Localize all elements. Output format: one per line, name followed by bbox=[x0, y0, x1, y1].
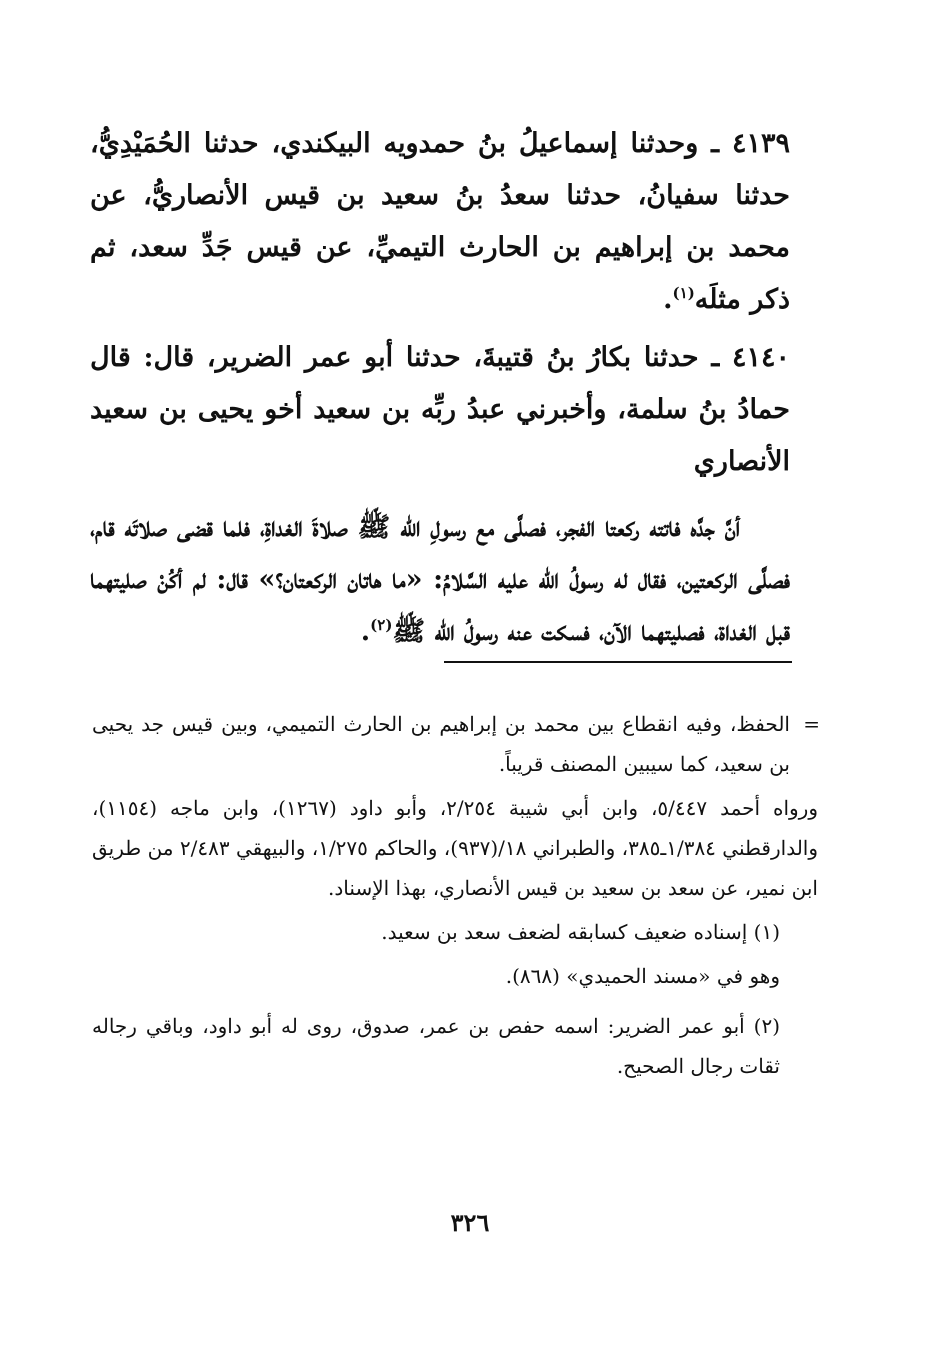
continuation-mark: = bbox=[803, 712, 820, 736]
hadith-4140-isnad: ٤١٤٠ ـ حدثنا بكارُ بنُ قتيبةَ، حدثنا أبو عمر الضرير، قال: قال حمادُ بنُ سلمة، وأخبرني عبدُ ربِّه بن سعيد أخو يحيى بن سعيد الأنصاري bbox=[90, 342, 790, 477]
footnote-continuation-text: الحفظ، وفيه انقطاع بين محمد بن إبراهيم بن الحارث التميمي، وبين قيس جد يحيى بن سعيد، كما سيبين المصنف قريباً. bbox=[92, 712, 790, 776]
footnote-continuation bbox=[92, 704, 818, 784]
footnote-ref-2: (٢) bbox=[370, 616, 393, 634]
footnote-1: (١) إسناده ضعيف كسابقه لضعف سعد بن سعيد. bbox=[381, 920, 780, 944]
hadith-4140-matn bbox=[90, 502, 790, 658]
hadith-4139 bbox=[90, 118, 790, 326]
hadith-4139-text: ٤١٣٩ ـ وحدثنا إسماعيلُ بنُ حمدويه البيكندي، حدثنا الحُمَيْدِيُّ، حدثنا سفيانُ، حدثنا سعدُ بنُ سعيد بن قيس الأنصاريُّ، عن محمد بن إبراهيم بن الحارث التيميِّ، عن قيس جَدِّ سعد، ثم ذكر مثلَه bbox=[90, 128, 790, 315]
footnote-1-source: وهو في «مسند الحميدي» (٨٦٨). bbox=[505, 964, 780, 988]
hadith-4139-end: . bbox=[663, 284, 673, 315]
footnote-ref-1: (١) bbox=[672, 284, 695, 302]
hadith-4140-matn-text: أنَّ جدَّه فاتته ركعتا الفجر، فصلَّى مع رسولِ الله ﷺ صلاةَ الغداةِ، فلما قضى صلاتَه قام، فصلَّى الركعتين، فقال له رسولُ الله عليه السَّلامُ: «ما هاتان الركعتان؟» قال: لم أكُنْ صليتهما قبل الغداة، فصليتهما الآن، فسكت عنه رسولُ الله ﷺ bbox=[90, 512, 790, 647]
page-number: ٣٢٦ bbox=[450, 1208, 490, 1237]
main-text bbox=[90, 118, 790, 664]
footnote-separator bbox=[444, 661, 792, 663]
footnotes bbox=[92, 704, 818, 1090]
footnote-sources: ورواه أحمد ٥/٤٤٧، وابن أبي شيبة ٢/٢٥٤، وأبو داود (١٢٦٧)، وابن ماجه (١١٥٤)، والدارقطني ١/٣٨٤ـ٣٨٥، والطبراني ١٨/(٩٣٧)، والحاكم ١/٢٧٥، والبيهقي ٢/٤٨٣ من طريق ابن نمير، عن سعد بن سعيد بن قيس الأنصاري، بهذا الإسناد. bbox=[92, 796, 819, 900]
hadith-4140-end: . bbox=[360, 616, 371, 647]
footnote-2: (٢) أبو عمر الضرير: اسمه حفص بن عمر، صدوق، روى له أبو داود، وباقي رجاله ثقات رجال الصحيح. bbox=[92, 1014, 780, 1078]
